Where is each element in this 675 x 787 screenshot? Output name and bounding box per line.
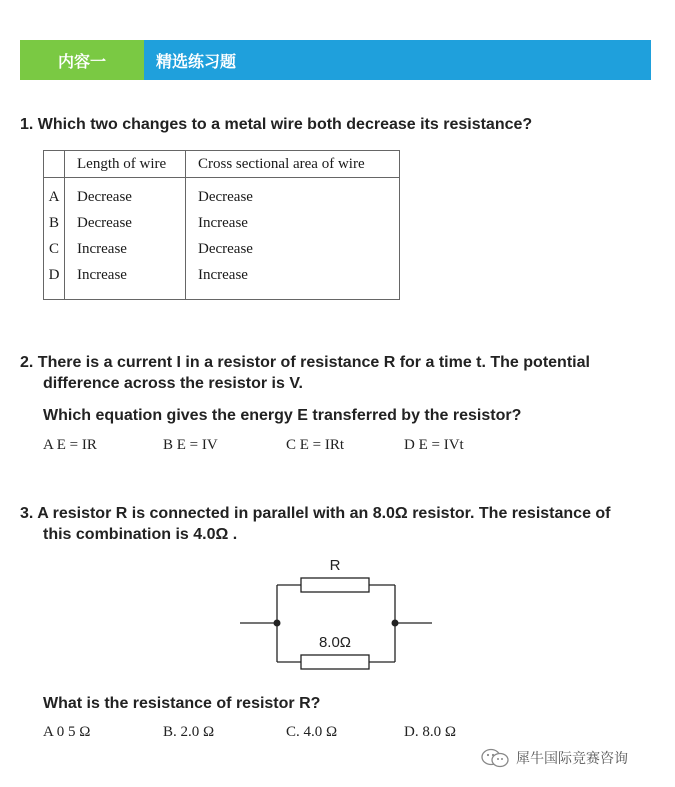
q2-answer-a[interactable]: A E = IR xyxy=(43,437,97,453)
q2-answer-d[interactable]: D E = IVt xyxy=(404,437,464,453)
q2-line1: 2. There is a current I in a resistor of resistance R for a time t. The potential xyxy=(20,354,590,371)
wechat-icon xyxy=(480,747,510,769)
q1-options-table xyxy=(43,150,400,300)
resistor-r xyxy=(301,578,369,592)
option-letter: C xyxy=(48,240,59,257)
option-letter: D xyxy=(48,266,60,283)
junction-right xyxy=(392,620,399,627)
banner-title: 精选练习题 xyxy=(144,40,651,80)
length-cell: Decrease xyxy=(65,178,186,211)
parallel-circuit-diagram xyxy=(230,552,440,677)
q3-answer-d[interactable]: D. 8.0 Ω xyxy=(404,724,456,740)
watermark-text: 犀牛国际竞赛咨询 xyxy=(516,751,628,767)
q2-question: Which equation gives the energy E transferred by the resistor? xyxy=(43,407,522,424)
table-row xyxy=(44,210,400,236)
q3-answer-c[interactable]: C. 4.0 Ω xyxy=(286,724,338,740)
table-header xyxy=(44,151,65,178)
length-cell: Increase xyxy=(65,236,186,262)
length-cell: Increase xyxy=(65,262,186,288)
table-row xyxy=(44,262,400,288)
q3-answer-b[interactable]: B. 2.0 Ω xyxy=(163,724,215,740)
area-cell: Decrease xyxy=(186,178,400,211)
table-row xyxy=(44,236,400,262)
area-cell: Increase xyxy=(186,262,400,288)
q2-line2: difference across the resistor is V. xyxy=(43,375,303,392)
label-r: R xyxy=(329,557,341,574)
junction-left xyxy=(274,620,281,627)
table-header-length: Length of wire xyxy=(65,151,186,178)
resistor-8ohm xyxy=(301,655,369,669)
area-cell: Increase xyxy=(186,210,400,236)
q3-question: What is the resistance of resistor R? xyxy=(43,695,321,712)
option-letter: B xyxy=(48,214,59,231)
q2-answer-b[interactable]: B E = IV xyxy=(163,437,218,453)
length-cell: Decrease xyxy=(65,210,186,236)
label-8ohm: 8.0Ω xyxy=(318,634,352,651)
q3-line2: this combination is 4.0Ω . xyxy=(43,526,238,543)
q2-answer-c[interactable]: C E = IRt xyxy=(286,437,345,453)
section-banner xyxy=(20,40,651,80)
watermark xyxy=(480,747,628,769)
q3-line1: 3. A resistor R is connected in parallel with an 8.0Ω resistor. The resistance of xyxy=(20,505,611,522)
q3-answer-a[interactable]: A 0 5 Ω xyxy=(43,724,91,740)
table-header-area: Cross sectional area of wire xyxy=(186,151,400,178)
q1-text: 1. Which two changes to a metal wire both decrease its resistance? xyxy=(20,116,533,133)
table-row xyxy=(44,178,400,211)
banner-tag: 内容一 xyxy=(20,40,144,80)
option-letter: A xyxy=(48,188,60,205)
area-cell: Decrease xyxy=(186,236,400,262)
